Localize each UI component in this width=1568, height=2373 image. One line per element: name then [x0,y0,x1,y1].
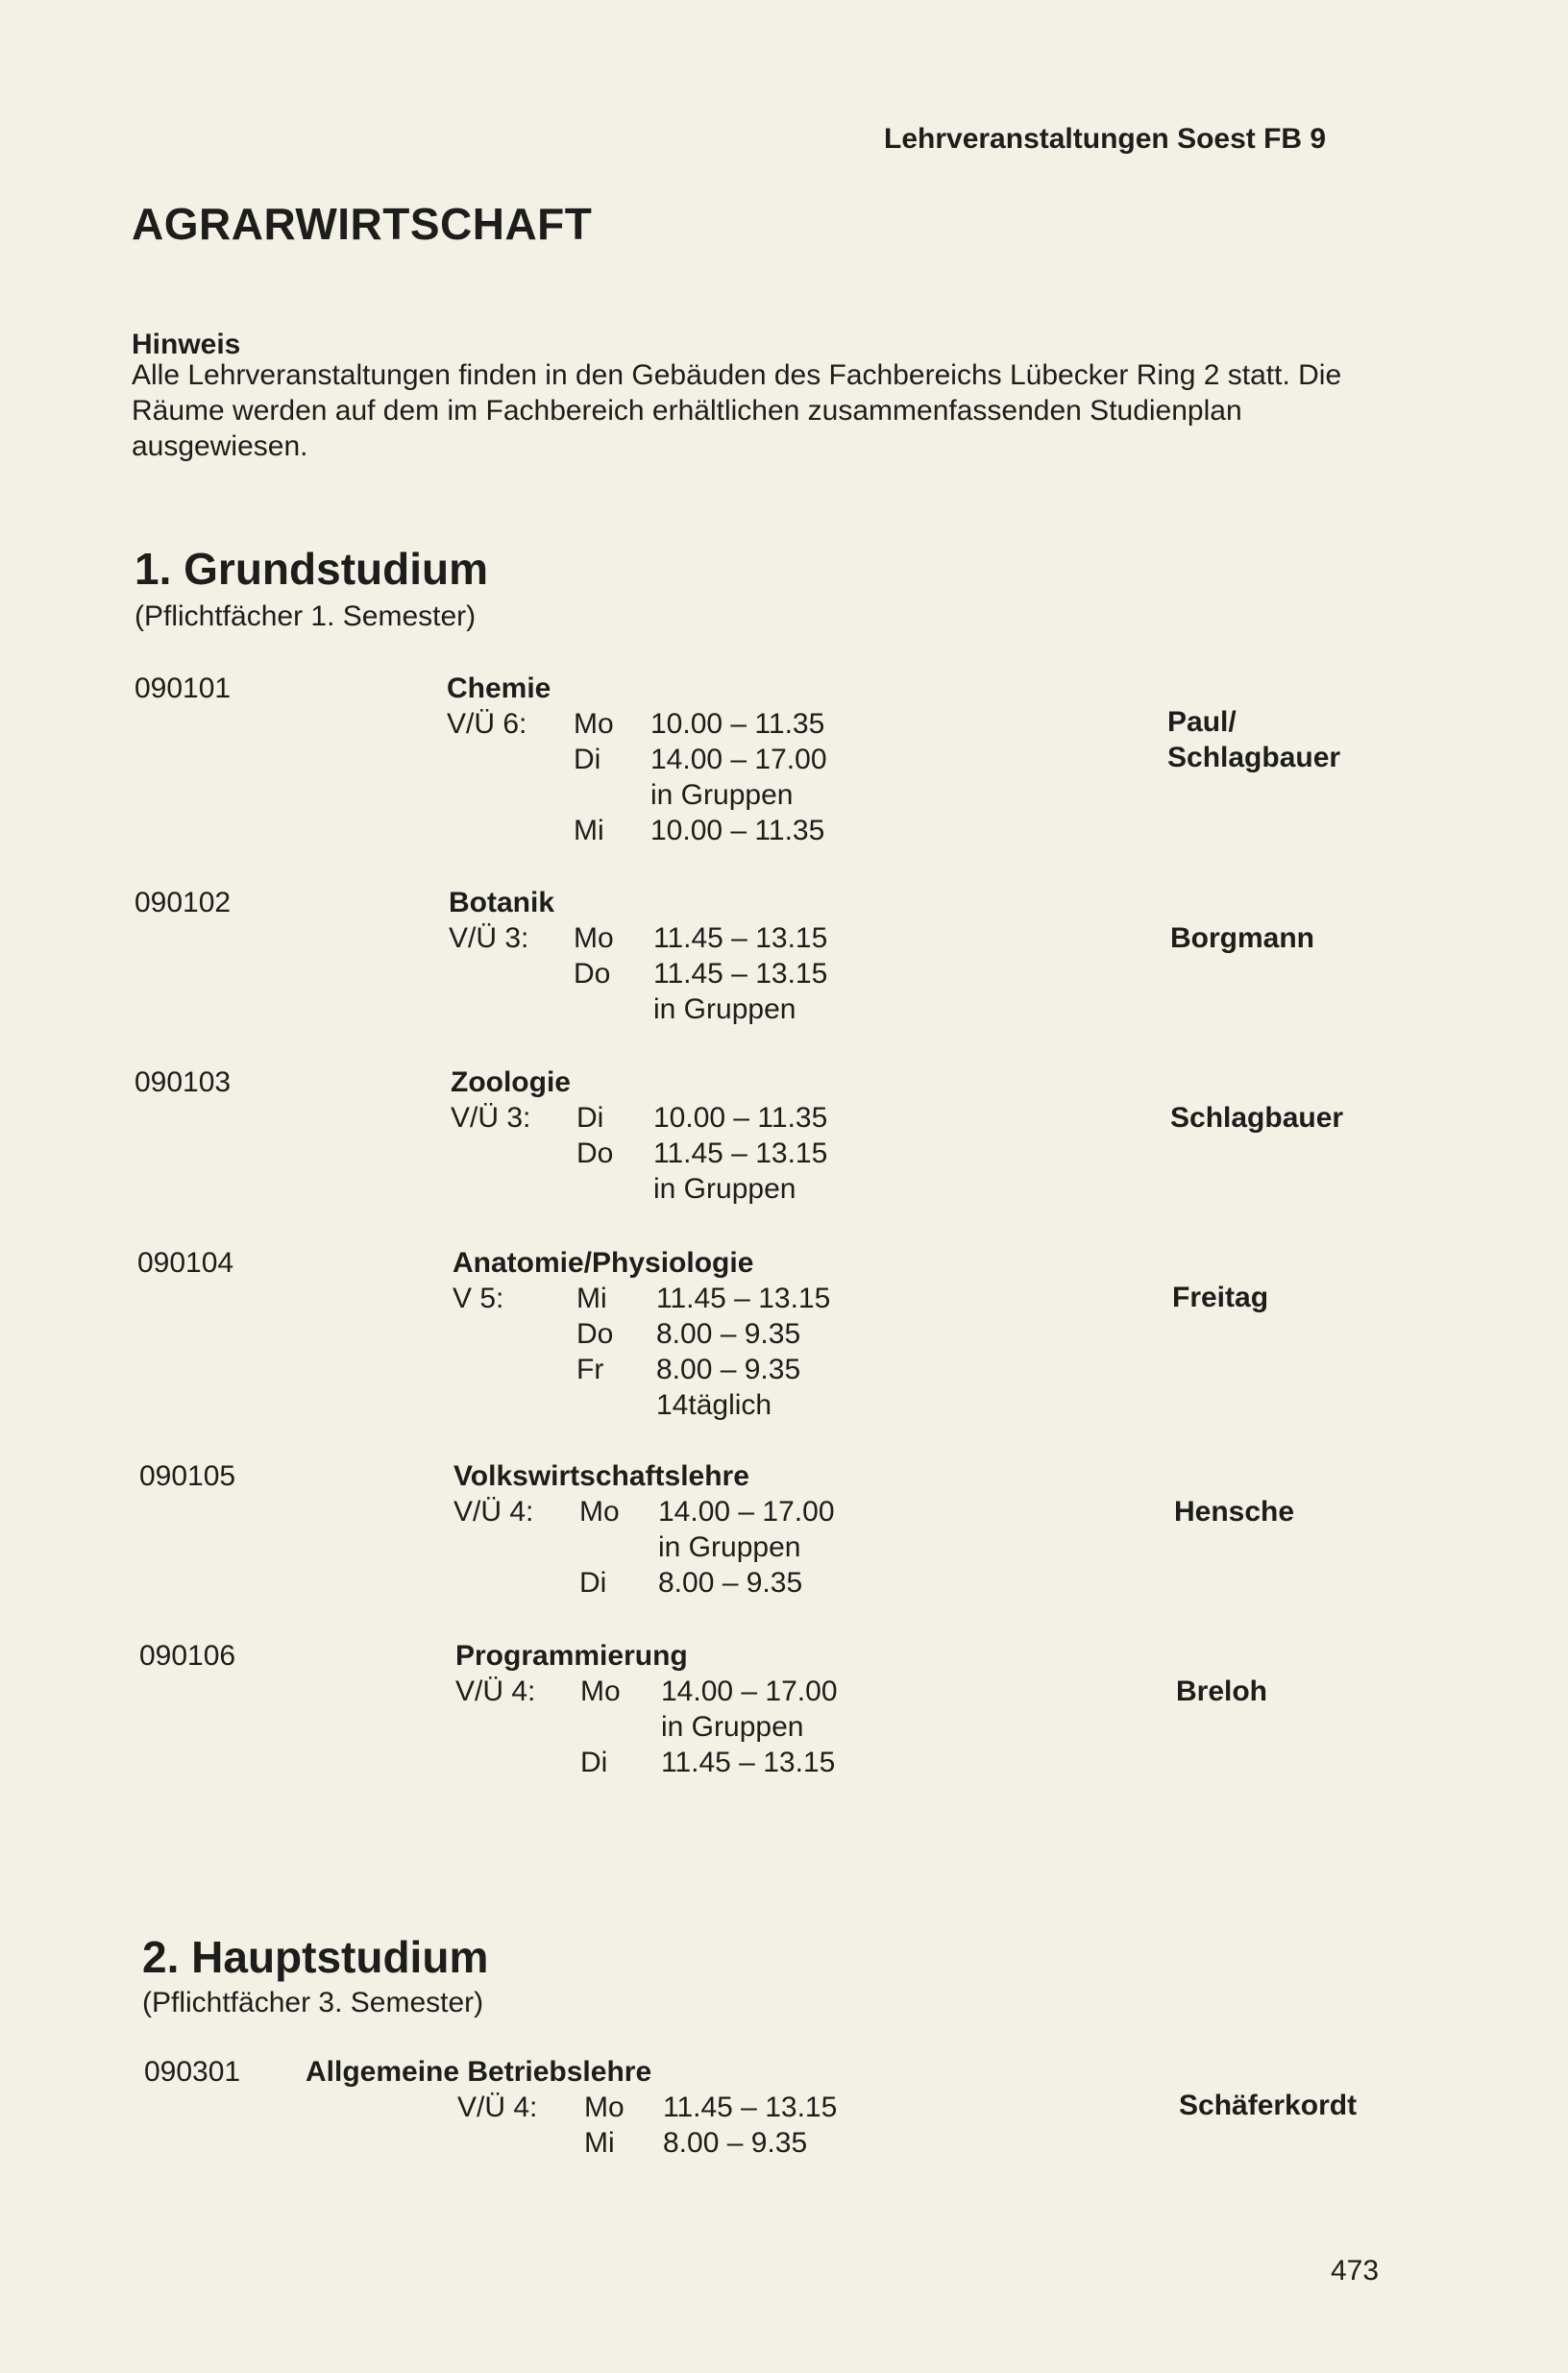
course-name: Anatomie/Physiologie [453,1247,754,1279]
schedule-time: 10.00 – 11.35 [650,815,825,846]
course-type: V 5: [453,1283,504,1314]
section-subtitle-grundstudium: (Pflichtfächer 1. Semester) [135,600,477,632]
course-type: V/Ü 6: [447,708,527,740]
schedule-day: Do [576,1318,614,1350]
running-head: Lehrveranstaltungen Soest FB 9 [884,123,1327,155]
schedule-time: 14täglich [656,1389,772,1421]
schedule-time: 11.45 – 13.15 [663,2092,838,2123]
course-type: V/Ü 4: [453,1496,534,1528]
schedule-day: Fr [576,1354,604,1385]
course-name: Botanik [449,887,555,918]
schedule-day: Mo [580,1676,621,1707]
schedule-time: in Gruppen [658,1531,801,1563]
schedule-time: 8.00 – 9.35 [663,2127,808,2159]
schedule-day: Mo [574,708,614,740]
course-id: 090101 [135,673,232,704]
schedule-time: 14.00 – 17.00 [658,1496,835,1528]
schedule-time: 11.45 – 13.15 [661,1747,836,1778]
schedule-day: Di [579,1567,607,1599]
schedule-day: Do [574,958,611,990]
course-type: V/Ü 4: [457,2092,538,2123]
course-name: Volkswirtschaftslehre [453,1460,749,1492]
course-id: 090102 [135,887,232,918]
schedule-time: 8.00 – 9.35 [658,1567,803,1599]
course-name: Programmierung [455,1640,688,1672]
schedule-time: in Gruppen [653,993,796,1025]
schedule-time: 8.00 – 9.35 [656,1318,801,1350]
schedule-day: Mo [574,922,614,954]
schedule-day: Mi [576,1283,607,1314]
course-id: 090106 [139,1640,236,1672]
course-type: V/Ü 3: [451,1102,531,1134]
section-subtitle-hauptstudium: (Pflichtfächer 3. Semester) [142,1987,484,2018]
schedule-time: in Gruppen [661,1711,804,1743]
schedule-time: 11.45 – 13.15 [653,1138,828,1169]
lecturer-name: Schlagbauer [1170,1102,1344,1134]
hinweis-title: Hinweis [132,329,241,360]
course-id: 090105 [139,1460,236,1492]
course-id: 090301 [144,2056,241,2088]
lecturer-name: Schäferkordt [1179,2090,1358,2121]
schedule-time: 11.45 – 13.15 [656,1283,831,1314]
schedule-time: 10.00 – 11.35 [653,1102,828,1134]
schedule-time: 8.00 – 9.35 [656,1354,801,1385]
schedule-time: 10.00 – 11.35 [650,708,825,740]
hinweis-text: Alle Lehrveranstaltungen finden in den Gebäuden des Fachbereichs Lübecker Ring 2 statt. Die Räume werden auf dem im Fachbereich erhältlichen zusammenfassenden Studienplan ausgewiesen. [132,359,1342,462]
schedule-day: Di [580,1747,608,1778]
course-name: Allgemeine Betriebslehre [306,2056,652,2088]
schedule-day: Mo [579,1496,620,1528]
schedule-day: Mo [584,2092,625,2123]
lecturer-name: Freitag [1172,1282,1269,1313]
department-title: AGRARWIRTSCHAFT [132,199,593,249]
course-name: Zoologie [451,1066,571,1098]
lecturer-name: Paul/ [1167,706,1237,738]
lecturer-name: Schlagbauer [1167,742,1341,773]
schedule-day: Mi [584,2127,615,2159]
schedule-time: in Gruppen [650,779,794,811]
page-number: 473 [1331,2255,1380,2287]
section-title-hauptstudium: 2. Hauptstudium [142,1932,489,1982]
schedule-time: 11.45 – 13.15 [653,922,828,954]
course-id: 090103 [135,1066,232,1098]
schedule-time: 11.45 – 13.15 [653,958,828,990]
course-type: V/Ü 4: [455,1676,536,1707]
schedule-day: Di [574,744,601,775]
schedule-time: in Gruppen [653,1173,796,1205]
schedule-day: Do [576,1138,614,1169]
course-name: Chemie [447,673,551,704]
schedule-time: 14.00 – 17.00 [650,744,827,775]
schedule-time: 14.00 – 17.00 [661,1676,838,1707]
lecturer-name: Hensche [1174,1496,1295,1528]
course-id: 090104 [137,1247,234,1279]
schedule-day: Di [576,1102,604,1134]
course-type: V/Ü 3: [449,922,529,954]
lecturer-name: Borgmann [1170,922,1314,954]
schedule-day: Mi [574,815,604,846]
lecturer-name: Breloh [1176,1676,1268,1707]
section-title-grundstudium: 1. Grundstudium [135,544,488,594]
